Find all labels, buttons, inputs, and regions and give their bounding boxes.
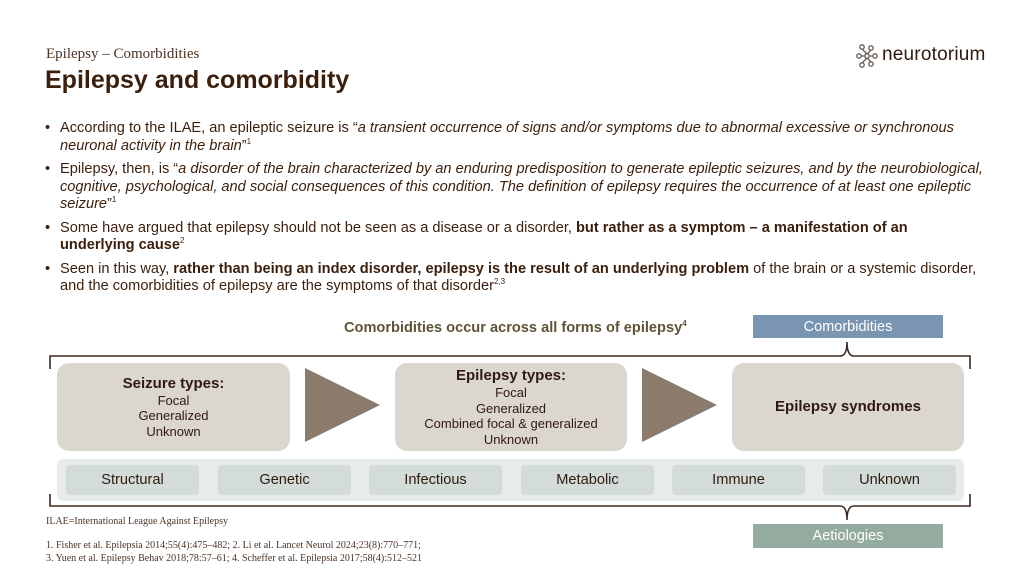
seizure-types-box — [57, 363, 290, 451]
arrow-2 — [642, 368, 717, 442]
box-item: Focal — [495, 385, 527, 400]
section-label: Epilepsy – Comorbidities — [46, 46, 200, 62]
bullet-text: of the brain or a systemic disorder, and the comorbidities of epilepsy are the symptoms of that disorder — [60, 260, 977, 294]
bullet-text: Epilepsy, then, is “ — [60, 161, 179, 177]
box-item: Unknown — [146, 423, 201, 439]
reference-superscript: 1 — [246, 136, 252, 146]
aetiology-metabolic: Metabolic — [521, 465, 654, 495]
epilepsy-syndromes-box — [732, 363, 964, 451]
aetiology-infectious: Infectious — [369, 465, 502, 495]
box-item: Unknown — [483, 431, 539, 447]
arrow-1 — [305, 368, 380, 442]
box-item: Generalized — [138, 408, 209, 424]
box-title: Epilepsy syndromes — [775, 398, 921, 415]
bullet-text: ” — [107, 196, 112, 212]
reference-superscript: 1 — [111, 195, 117, 205]
logo-text: neurotorium — [882, 44, 986, 65]
box-item: Generalized — [475, 400, 547, 416]
aetiology-unknown: Unknown — [823, 465, 956, 495]
comorbidities-label: Comorbidities — [753, 315, 943, 338]
epilepsy-types-box — [395, 363, 627, 451]
box-item: Combined focal & generalized — [424, 416, 598, 431]
reference-superscript: 2 — [180, 236, 185, 246]
abbreviation-note: ILAE=International League Against Epilepsy — [46, 516, 228, 527]
reference-superscript: 2,3 — [493, 277, 506, 287]
box-title: Seizure types: — [122, 374, 225, 392]
aetiology-genetic: Genetic — [218, 465, 351, 495]
bullet-text: According to the ILAE, an epileptic seizure is “ — [60, 120, 358, 136]
aetiology-structural: Structural — [66, 465, 199, 495]
references-line-2: 3. Yuen et al. Epilepsy Behav 2018;78:57–61; 4. Scheffer et al. Epilepsia 2017;58(4):512–521 — [46, 553, 423, 564]
bullet-text: rather than being an index disorder, epilepsy is the result of an underlying problem — [173, 260, 750, 277]
aetiologies-label: Aetiologies — [753, 524, 943, 548]
box-title: Epilepsy types: — [455, 367, 567, 384]
caption-reference: 4 — [682, 319, 687, 328]
aetiology-immune: Immune — [672, 465, 805, 495]
bullet-text: Seen in this way, — [60, 260, 174, 277]
bullet-text: Some have argued that epilepsy should not be seen as a disease or a disorder, — [60, 219, 576, 236]
page-title: Epilepsy and comorbidity — [45, 66, 350, 94]
bullet-text: ” — [241, 137, 247, 154]
box-item: Focal — [157, 392, 190, 408]
bullet-text: a transient occurrence of signs and/or symptoms due to abnormal excessive or synchronous neuronal activity in the brain — [60, 120, 954, 154]
references-line-1: 1. Fisher et al. Epilepsia 2014;55(4):475–482; 2. Li et al. Lancet Neurol 2024;23(8):770–771; — [46, 540, 421, 551]
diagram-caption: Comorbidities occur across all forms of epilepsy$^4$ — [344, 319, 687, 336]
bullet-text: but rather as a symptom – a manifestation of an underlying cause — [60, 219, 908, 253]
bullet-text: a disorder of the brain characterized by an enduring predisposition to generate epileptic seizures, and by the neurobiological, cognitive, psychological, and social consequences of this condition. The definition of epilepsy requires the occurrence of at least one epileptic seizure — [60, 161, 983, 212]
